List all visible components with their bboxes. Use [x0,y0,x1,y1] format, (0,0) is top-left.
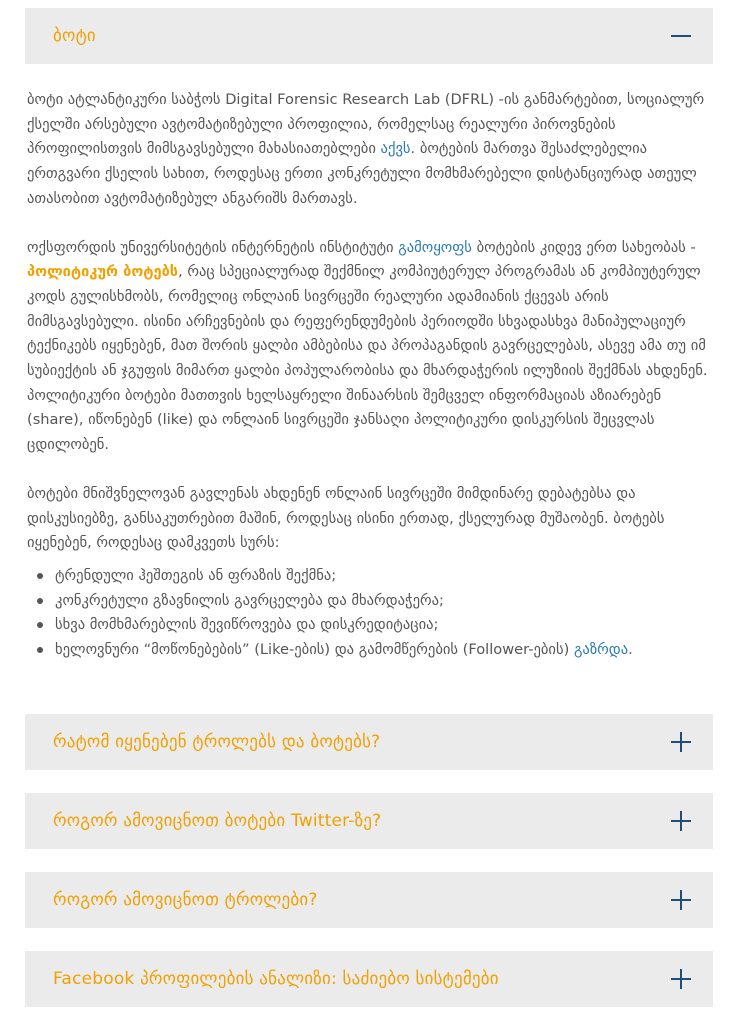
link-gazrda[interactable]: გაზრდა [573,641,629,659]
bullet-list [27,564,713,663]
paragraph-2-part3: , რაც სპეციალურად შექმნილ კომპიუტერულ პროგრამას ან კომპიუტერულ კოდს გულისხმობს, რომელიც ონლაინ სივრცეში რეალური ადამიანის ქცევას არის მიმსგავსებული. ისინი არჩევნების და რეფერენდუმების პერიოდში სხვადასხვა მანიპულაციურ ტექნიკებს იყენებენ, მათ შორის ყალბი ამბებისა და პროპაგანდის გავრცელებას, ასევე ამა თუ იმ სუბიექტის ან ჯგუფის მიმართ ყალბი პოპულარობისა და მხარდაჭერის ილუზიის შექმნას ახდენენ. პოლიტიკური ბოტები მათთვის ხელსაყრელი შინაარსის შემცველ ინფორმაციას აზიარებენ (share), იწონებენ (like) და ონლაინ სივრცეში ჯანსაღი პოლიტიკური დისკურსის შეცვლას ცდილობენ. [27,263,708,454]
plus-icon[interactable] [670,731,692,753]
link-political-bots[interactable]: პოლიტიკურ ბოტებს [27,263,179,281]
minus-icon[interactable] [670,25,692,47]
paragraph-1-text: ბოტი ატლანტიკური საბჭოს Digital Forensic Research Lab (DFRL) -ის განმარტებით, სოციალურ ქსელში არსებული ავტომატიზებული პროფილია, რომელსაც რეალური პიროვნების პროფილისთვის მიმსგავსებული მახასიათებლები [27,91,705,158]
link-gamoyofs[interactable]: გამოყოფს [398,238,472,256]
paragraph-2-part1: ოქსფორდის უნივერსიტეტის ინტერნეტის ინსტიტუტი [27,238,399,256]
paragraph-3: ბოტები მნიშვნელოვან გავლენას ახდენენ ონლაინ სივრცეში მიმდინარე დებატებსა და დისკუსიებზე, განსაკუთრებით მაშინ, როდესაც ისინი ერთად, ქსელურად მუშაობენ. ბოტებს იყენებენ, როდესაც დამკვეთს სურს: [27,484,665,552]
accordion-header-why-use[interactable] [25,714,713,770]
paragraph-1 [27,88,713,212]
accordion-title: ბოტი [53,26,96,46]
paragraph-2-part2: ბოტების კიდევ ერთ სახეობას - [471,238,696,256]
accordion-header-trolls[interactable] [25,872,713,928]
plus-icon[interactable] [670,968,692,990]
accordion-header-facebook[interactable] [25,951,713,1007]
paragraph-1-tail: . ბოტების მართვა შესაძლებელია ერთგვარი ქსელის სახით, როდესაც ერთი კონკრეტული მომხმარებელი დისტანციურად ათეულ ათასობით ავტომატიზებულ ანგარიშს მართავს. [27,140,697,207]
link-akvs[interactable]: აქვს [380,140,411,158]
list-item: კონკრეტული გზავნილის გავრცელება და მხარდაჭერა; [27,589,713,614]
accordion-header-bots[interactable] [25,8,713,64]
accordion-title: Facebook პროფილების ანალიზი: საძიებო სისტემები [53,969,499,989]
list-item: სხვა მომხმარებლის შევიწროვება და დისკრედიტაცია; [27,613,713,638]
accordion-title: როგორ ამოვიცნოთ ბოტები Twitter-ზე? [53,811,382,831]
accordion-header-twitter-bots[interactable] [25,793,713,849]
accordion-title: როგორ ამოვიცნოთ ტროლები? [53,890,318,910]
accordion-title: რატომ იყენებენ ტროლებს და ბოტებს? [53,732,381,752]
list-item-text: ხელოვნური “მოწონებების” (Like-ების) და გამომწერების (Follower-ების) [55,641,574,659]
list-item [27,638,713,663]
list-item-tail: . [628,641,633,659]
plus-icon[interactable] [670,810,692,832]
accordion-content [27,88,713,663]
list-item: ტრენდული ჰეშთეგის ან ფრაზის შექმნა; [27,564,713,589]
paragraph-2 [27,236,713,458]
plus-icon[interactable] [670,889,692,911]
